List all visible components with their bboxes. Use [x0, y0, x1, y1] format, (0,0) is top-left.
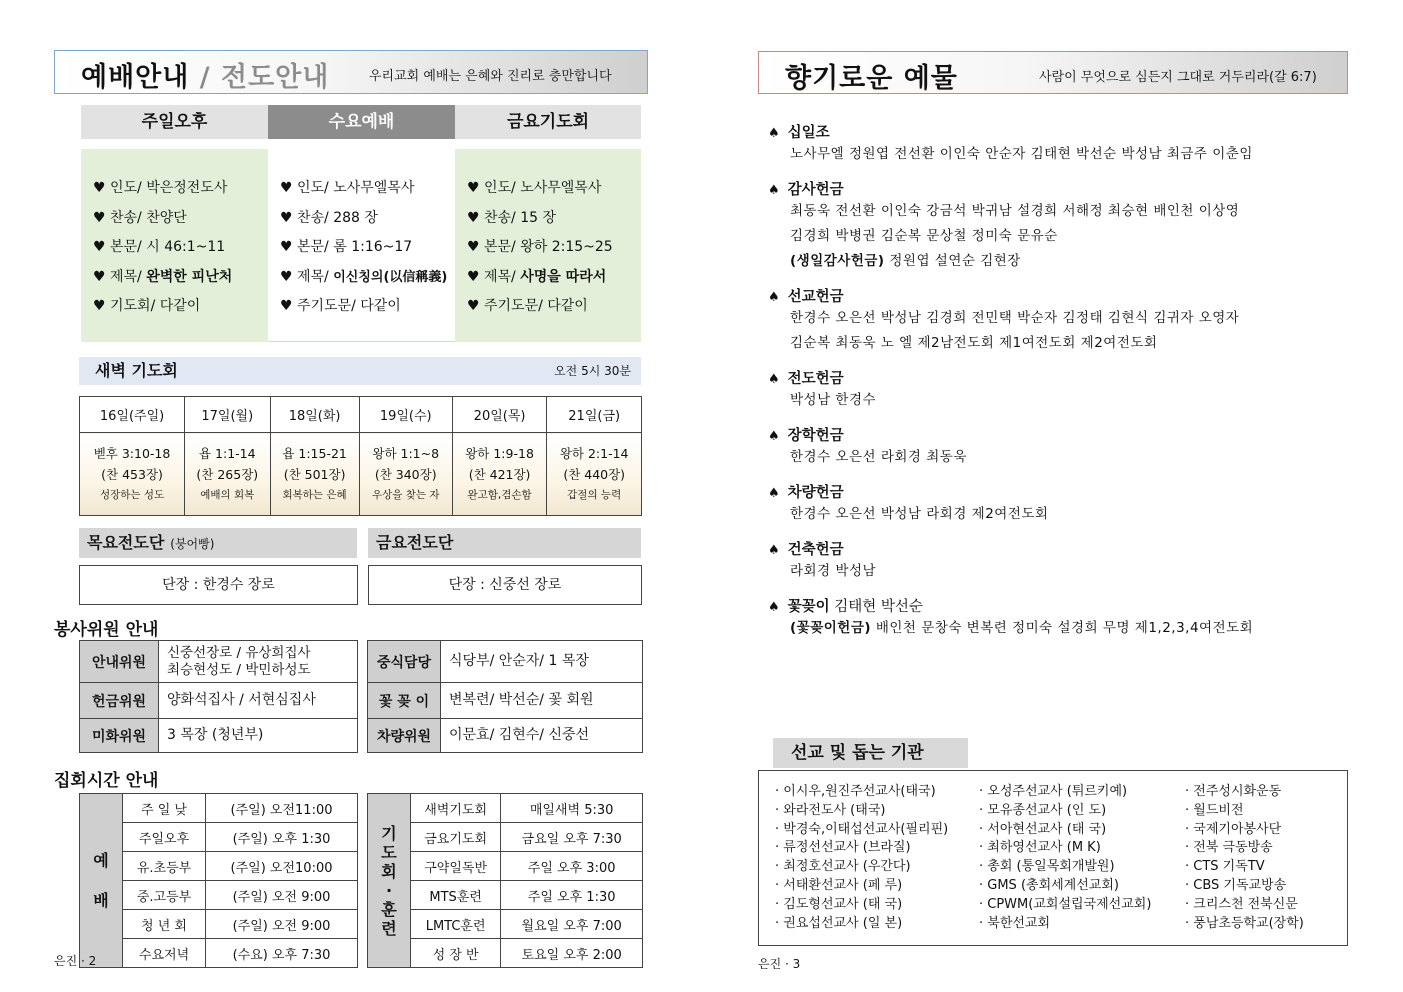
dawn-cell: [185, 433, 270, 516]
offering-head: [768, 285, 1348, 306]
meeting-name: 새벽기도회: [411, 794, 501, 823]
meeting-name: MTS훈련: [411, 881, 501, 910]
title-prefix: ♥ 제목/: [467, 268, 521, 285]
meeting-time: 토요일 오후 2:00: [501, 939, 643, 968]
mission-item: · CTS 기독TV: [1185, 859, 1265, 875]
flower-offering-label: (꽃꽂이헌금): [790, 620, 872, 636]
offering-category: 전도헌금: [787, 371, 844, 387]
meeting-name: 유.초등부: [123, 852, 206, 881]
volunteer-value: 변복련/ 박선순/ 꽃 회원: [441, 683, 643, 719]
page-number-left: 은진 · 2: [54, 954, 97, 968]
scripture: 왕하 1:9-18: [465, 445, 534, 461]
thursday-team-note: (붕어빵): [170, 537, 215, 551]
dawn-cell: [452, 433, 547, 516]
worship-group-label: 예 배: [80, 794, 123, 968]
sermon-title-line: [93, 266, 268, 296]
mission-item: · 전북 극동방송: [1185, 840, 1273, 856]
volunteer-row: [80, 719, 358, 753]
mission-item: · 와라전도사 (태국): [775, 802, 886, 818]
prayer-group-label: 기 도 회 · 훈 련: [368, 794, 411, 968]
meeting-name: 주 일 낮: [123, 794, 206, 823]
mission-item: · 최정호선교사 (우간다): [775, 859, 911, 875]
spade-icon: ♠: [768, 290, 780, 305]
scripture-line: ♥ 본문/ 왕하 2:15~25: [467, 239, 613, 255]
volunteer-label: 안내위원: [80, 641, 159, 683]
offering-names: 김경희 박병권 김순복 문상철 정미숙 문유순: [790, 228, 1058, 244]
prayer-training-table: [367, 793, 643, 968]
mission-item: · 이시우,원진주선교사(태국): [775, 784, 936, 799]
spade-icon: ♠: [768, 600, 780, 615]
dawn-prayer-title: 새벽 기도회: [95, 361, 178, 380]
volunteer-value: 식당부/ 안순자/ 1 목장: [441, 641, 643, 683]
meeting-name: LMTC훈련: [411, 910, 501, 939]
meeting-time: (주일) 오후 1:30: [206, 823, 358, 852]
meeting-time: 금요일 오후 7:30: [501, 823, 643, 852]
offering-building: [768, 538, 1348, 584]
volunteer-value: 이문효/ 김현수/ 신중선: [441, 719, 643, 753]
hymn-line: ♥ 찬송/ 찬양단: [93, 209, 187, 226]
scripture: 왕하 2:1-14: [559, 445, 629, 461]
worship-meetings-table: [79, 793, 358, 968]
birthday-thanks-line: [768, 249, 1348, 274]
offerings-list: [768, 121, 1348, 641]
worship-column-wednesday: [268, 149, 455, 342]
volunteer-label: 미화위원: [80, 719, 159, 753]
offering-category: 십일조: [787, 125, 830, 141]
mission-item: · 국제기아봉사단: [1185, 821, 1282, 837]
offering-category: 건축헌금: [787, 542, 844, 558]
meetings-section-title: 집회시간 안내: [54, 771, 159, 791]
offering-head: [768, 367, 1348, 388]
offering-category: 꽃꽂이: [787, 599, 830, 615]
offering-names: 한경수 오은선 박성남 김경희 전민택 박순자 김정태 김현식 김귀자 오영자: [790, 310, 1240, 326]
offering-head: [768, 538, 1348, 559]
evangelism-guide-title: 전도안내: [221, 62, 330, 93]
offering-scholarship: [768, 424, 1348, 470]
mission-column-1: [775, 783, 948, 933]
flower-names: 김태현 박선순: [829, 599, 923, 615]
meeting-time: 주일 오후 1:30: [501, 881, 643, 910]
scripture: 욥 1:15-21: [282, 445, 347, 461]
spade-icon: ♠: [768, 372, 780, 387]
meeting-time: (주일) 오전10:00: [206, 852, 358, 881]
scripture: 왕하 1:1~8: [372, 445, 440, 461]
meeting-time: (수요) 오후 7:30: [206, 939, 358, 968]
volunteer-table-right: [367, 640, 643, 753]
dawn-prayer-time: 오전 5시 30분: [554, 364, 631, 378]
scripture-line: ♥ 본문/ 롬 1:16~17: [280, 239, 413, 255]
hymn: (찬 453장): [101, 466, 163, 482]
meeting-name: 중.고등부: [123, 881, 206, 910]
sermon-title: 완벽한 피난처: [146, 268, 233, 285]
volunteer-value: 신중선장로 / 유상희집사 최승현성도 / 박민하성도: [159, 641, 358, 683]
flower-offering-names: 배인천 문창숙 변복련 정미숙 설경희 무명 제1,2,3,4여전도회: [871, 620, 1254, 636]
friday-team-title: 금요전도단: [376, 533, 454, 552]
hymn: (찬 440장): [563, 466, 626, 482]
volunteer-label: 꽃 꽂 이: [368, 683, 441, 719]
closing-line: ♥ 기도회/ 다같이: [93, 298, 201, 314]
offering-category: 선교헌금: [787, 289, 844, 305]
tab-friday-prayer[interactable]: 금요기도회: [455, 105, 641, 139]
mission-item: · CPWM(교회설립국제선교회): [979, 896, 1152, 912]
friday-team-band: [368, 528, 641, 558]
meeting-row: [80, 794, 358, 823]
offering-tithe: [768, 121, 1348, 167]
day-cell: 19일(수): [359, 397, 452, 433]
dawn-schedule-table: [79, 396, 642, 516]
offering-mission: [768, 285, 1348, 356]
volunteer-section-title: 봉사위원 안내: [54, 620, 159, 640]
volunteer-label: 헌금위원: [80, 683, 159, 719]
offerings-title: 향기로운 예물: [785, 63, 958, 94]
theme: 성장하는 성도: [99, 488, 165, 501]
mission-item: · 총회 (통일목회개발원): [979, 859, 1115, 875]
sermon-title-line: [280, 266, 455, 296]
hymn: (찬 421장): [468, 466, 531, 482]
meeting-time: 주일 오후 3:00: [501, 852, 643, 881]
leader-line: ♥ 인도/ 노사무엘목사: [280, 180, 415, 196]
volunteer-label: 중식담당: [368, 641, 441, 683]
offering-head: [768, 121, 1348, 142]
offering-head: [768, 481, 1348, 502]
offering-thanks: [768, 178, 1348, 274]
mission-item: · 풍남초등학교(장학): [1185, 915, 1304, 931]
title-prefix: ♥ 제목/: [280, 268, 334, 285]
thursday-team-title: 목요전도단: [87, 533, 165, 552]
scripture-line: ♥ 본문/ 시 46:1~11: [93, 239, 226, 255]
meeting-time: 매일새벽 5:30: [501, 794, 643, 823]
offerings-subtitle: 사람이 무엇으로 심든지 그대로 거두리라(갈 6:7): [1039, 70, 1317, 85]
right-header-box: [758, 51, 1348, 94]
dawn-prayer-band: [79, 357, 641, 385]
offering-category: 감사헌금: [787, 182, 844, 198]
title-slash: /: [199, 62, 211, 93]
volunteer-table-left: [79, 640, 358, 753]
meeting-time: 월요일 오후 7:00: [501, 910, 643, 939]
dawn-cell: [547, 433, 642, 516]
hymn: (찬 501장): [283, 466, 346, 482]
flower-offering-line: [768, 616, 1348, 641]
scripture: 욥 1:1-14: [199, 445, 256, 461]
meeting-time: (주일) 오전 9:00: [206, 881, 358, 910]
offering-names: 라회경 박성남: [790, 563, 877, 579]
mission-item: · CBS 기독교방송: [1185, 877, 1287, 893]
offering-names: 한경수 오은선 라회경 최동욱: [790, 449, 967, 465]
meeting-row: [368, 794, 643, 823]
sermon-title-line: [467, 266, 641, 296]
friday-team-leader: 단장 : 신중선 장로: [368, 565, 642, 605]
left-header-box: [54, 50, 648, 94]
title-prefix: ♥ 제목/: [93, 268, 147, 285]
thursday-team-band: [79, 528, 357, 558]
mission-column-3: [1185, 783, 1304, 933]
dawn-content-row: [80, 433, 642, 516]
meeting-name: 구약일독반: [411, 852, 501, 881]
volunteer-row: [368, 641, 643, 683]
offering-names: 한경수 오은선 박성남 라회경 제2여전도회: [790, 506, 1049, 522]
spade-icon: ♠: [768, 126, 780, 141]
offering-head: [768, 424, 1348, 445]
closing-line: ♥ 주기도문/ 다같이: [467, 298, 588, 314]
mission-item: · 권요섭선교사 (일 본): [775, 915, 903, 931]
volunteer-row: [80, 683, 358, 719]
thursday-team-leader: 단장 : 한경수 장로: [79, 565, 358, 605]
dawn-cell: [80, 433, 185, 516]
worship-column-friday: [455, 149, 641, 342]
sermon-title: 이신칭의(以信稱義): [333, 269, 448, 285]
theme: 완고함,겸손함: [467, 488, 532, 501]
hymn-line: ♥ 찬송/ 15 장: [467, 209, 557, 226]
mission-item: · 김도형선교사 (태 국): [775, 896, 903, 912]
offering-names: 김순복 최동욱 노 엘 제2남전도회 제1여전도회 제2여전도회: [790, 335, 1158, 351]
birthday-thanks-names: 정원엽 설연순 김현장: [884, 253, 1021, 269]
hymn: (찬 265장): [196, 466, 259, 482]
volunteer-row: [368, 719, 643, 753]
volunteer-value: 3 목장 (청년부): [159, 719, 358, 753]
offering-flowers: [768, 595, 1348, 641]
worship-column-sunday: [81, 149, 268, 342]
meeting-name: 청 년 회: [123, 910, 206, 939]
day-cell: 18일(화): [270, 397, 359, 433]
tab-sunday-afternoon[interactable]: 주일오후: [81, 105, 268, 139]
closing-line: ♥ 주기도문/ 다같이: [280, 298, 401, 314]
meeting-name: 성 장 반: [411, 939, 501, 968]
mission-item: · 류정선선교사 (브라질): [775, 840, 911, 856]
mission-item: · 서아현선교사 (태 국): [979, 821, 1107, 837]
volunteer-label: 차량위원: [368, 719, 441, 753]
volunteer-row: [80, 641, 358, 683]
offering-category: 장학헌금: [787, 428, 844, 444]
meeting-name: 주일오후: [123, 823, 206, 852]
mission-band: 선교 및 돕는 기관: [773, 738, 968, 768]
mission-item: · GMS (총회세계선교회): [979, 877, 1119, 893]
day-cell: 21일(금): [547, 397, 642, 433]
offering-names: 최동욱 전선환 이인숙 강금석 박귀남 설경희 서해정 최승현 배인천 이상영: [790, 203, 1240, 219]
mission-box: [758, 770, 1348, 946]
scripture: 벧후 3:10-18: [93, 445, 171, 461]
hymn: (찬 340장): [374, 466, 437, 482]
mission-item: · 최하영선교사 (M K): [979, 840, 1101, 856]
birthday-thanks-label: (생일감사헌금): [790, 253, 885, 269]
day-cell: 20일(목): [452, 397, 547, 433]
mission-item: · 서태환선교사 (페 루): [775, 877, 903, 893]
tab-wednesday-worship[interactable]: 수요예배: [268, 105, 455, 139]
page-number-right: 은진 · 3: [758, 957, 801, 971]
sermon-title: 사명을 따라서: [520, 268, 607, 285]
spade-icon: ♠: [768, 543, 780, 558]
offering-evangelism: [768, 367, 1348, 413]
theme: 회복하는 은혜: [282, 488, 347, 501]
meeting-name: 금요기도회: [411, 823, 501, 852]
theme: 갑절의 능력: [567, 488, 622, 501]
offering-head: [768, 595, 1348, 616]
dawn-cell: [270, 433, 359, 516]
dawn-cell: [359, 433, 452, 516]
mission-column-2: [979, 783, 1151, 933]
dawn-days-row: [80, 397, 642, 433]
left-header-subtitle: 우리교회 예배는 은혜와 진리로 충만합니다: [369, 69, 612, 84]
leader-line: ♥ 인도/ 박은정전도사: [93, 180, 228, 196]
theme: 우상을 찾는 자: [371, 488, 440, 501]
leader-line: ♥ 인도/ 노사무엘목사: [467, 180, 602, 196]
volunteer-row: [368, 683, 643, 719]
meeting-time: (주일) 오전 9:00: [206, 910, 358, 939]
offering-names: 노사무엘 정원엽 전선환 이인숙 안순자 김태현 박선순 박성남 최금주 이춘임: [790, 146, 1253, 162]
mission-item: · 박경숙,이태섭선교사(필리핀): [775, 821, 949, 837]
mission-item: · 전주성시화운동: [1185, 784, 1282, 799]
mission-item: · 북한선교회: [979, 915, 1051, 931]
spade-icon: ♠: [768, 486, 780, 501]
day-cell: 16일(주일): [80, 397, 185, 433]
spade-icon: ♠: [768, 429, 780, 444]
offering-head: [768, 178, 1348, 199]
offering-category: 차량헌금: [787, 485, 844, 501]
hymn-line: ♥ 찬송/ 288 장: [280, 209, 378, 226]
left-header-title: [81, 55, 329, 94]
mission-item: · 월드비전: [1185, 802, 1244, 818]
meeting-time: (주일) 오전11:00: [206, 794, 358, 823]
mission-item: · 오성주선교사 (튀르키예): [979, 784, 1128, 799]
day-cell: 17일(월): [185, 397, 270, 433]
offering-names: 박성남 한경수: [790, 392, 877, 408]
meeting-name: 수요저녁: [123, 939, 206, 968]
mission-item: · 모유종선교사 (인 도): [979, 802, 1107, 818]
offering-vehicle: [768, 481, 1348, 527]
spade-icon: ♠: [768, 183, 780, 198]
theme: 예배의 회복: [200, 488, 255, 501]
volunteer-value: 양화석집사 / 서현심집사: [159, 683, 358, 719]
mission-item: · 크리스천 전북신문: [1185, 896, 1298, 912]
worship-guide-title: 예배안내: [81, 62, 190, 93]
